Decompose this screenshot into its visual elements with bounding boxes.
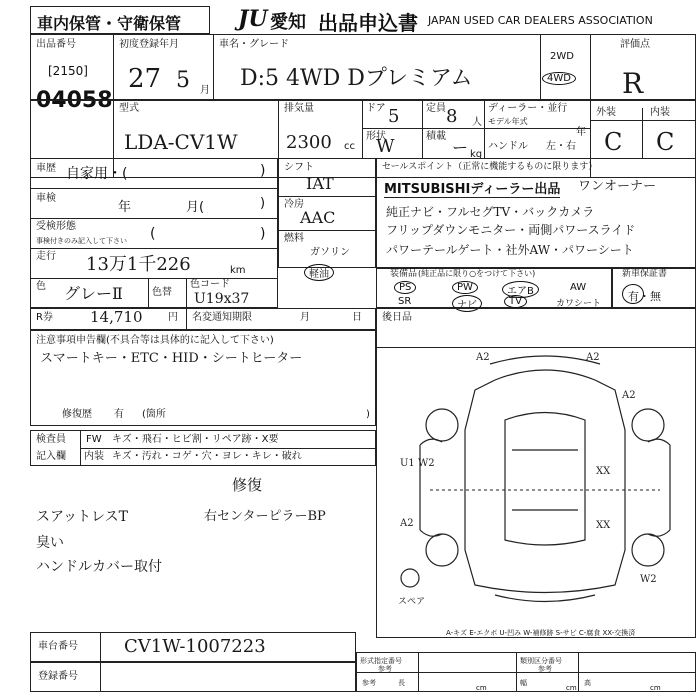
shift-label: シフト [284, 162, 314, 173]
inspection-close: ) [260, 196, 266, 211]
form-value: W [376, 136, 395, 157]
repair-close: ) [366, 409, 370, 420]
spec-ref-2: 参考 [538, 665, 552, 673]
parking-box [30, 6, 210, 34]
damage-mark-right-front: A2 [622, 390, 636, 401]
spec-ref-3: 参考 [362, 679, 376, 687]
chassis-value: CV1W-1007223 [124, 636, 266, 657]
recycle-label: R券 [36, 312, 53, 323]
warranty-options: 有・無 [628, 290, 661, 303]
equip-airbag: エアB [502, 281, 539, 298]
damage-mark-right-rear: W2 [640, 574, 657, 585]
drive-2wd: 2WD [550, 51, 574, 62]
first-reg-month-unit: 月 [200, 85, 210, 96]
first-reg-month: 5 [176, 68, 190, 93]
mileage-label: 走行 [36, 251, 56, 262]
ju-logo: JU [238, 6, 268, 32]
equip-tv: TV [504, 295, 527, 308]
form-title: 出品申込書 [318, 11, 418, 35]
color-code-label: 色コード [190, 279, 230, 290]
lot-bracket: [2150] [48, 64, 88, 78]
inspector-note-pillar: 右センターピラーBP [204, 509, 326, 524]
damage-mark-front-left: A2 [476, 352, 490, 363]
inspector-note-cover: ハンドルカバー取付 [36, 559, 162, 575]
spare-label: スペア [398, 597, 426, 607]
chassis-label: 車台番号 [38, 641, 78, 652]
notes-block [376, 308, 696, 348]
drive-4wd: 4WD [542, 72, 576, 85]
inspector-row2-tag: 内装 [84, 451, 104, 462]
warranty-circle [622, 284, 644, 304]
inspection-month: 月( [186, 200, 205, 215]
equip-pw: PW [452, 281, 478, 294]
model-year-unit: 年 [576, 127, 586, 138]
spec-width-unit: cm [566, 684, 577, 692]
aircon-value: AAC [300, 208, 336, 227]
repair-part: (箇所 [142, 409, 166, 420]
paint-change-label: 色替 [152, 287, 172, 298]
registration-row [30, 662, 356, 692]
handle-options: 左・右 [546, 141, 576, 152]
equipment-note: (純正品に限り○をつけて下さい) [418, 269, 536, 278]
repair-value: 有 [114, 409, 124, 420]
lot-label: 出品番号 [36, 39, 76, 50]
inspector-label2: 記入欄 [36, 451, 66, 462]
type-label: 型式 [119, 103, 139, 114]
spec-model-label: 形式指定番号 [360, 657, 402, 665]
color-code: U19x37 [194, 291, 250, 307]
damage-legend: A-キズ E-エクボ U-凹み W-補修跡 S-サビ C-腐食 XX-交換済 [446, 629, 636, 637]
displacement-unit: cc [344, 141, 355, 152]
equip-leather: カワシート [556, 299, 602, 309]
damage-mark-right-b: XX [596, 520, 611, 531]
score-label: 評価点 [620, 39, 650, 50]
capacity-unit: 人 [472, 117, 482, 128]
first-reg-year: 27 [128, 64, 162, 94]
spec-ref-1: 参考 [378, 665, 392, 673]
inspector-row1: キズ・飛石・ヒビ割・リペア跡・X要 [112, 434, 279, 445]
prev-use-label: 受検形態 [36, 221, 76, 232]
inspector-note-smell: 臭い [36, 535, 64, 551]
color-label: 色 [36, 281, 46, 292]
repair-label: 修復歴 [62, 409, 92, 420]
logo-text: 愛知 [270, 12, 306, 33]
history-label: 車歴 [36, 163, 56, 174]
inspector-label1: 検査員 [36, 434, 66, 445]
handle-label: ハンドル [488, 141, 528, 152]
history-value: 自家用・( [66, 166, 128, 182]
mileage-value: 13万1千226 [86, 254, 191, 275]
interior-label: 内装 [650, 107, 670, 118]
diagram-frame [376, 348, 696, 638]
model-value: D:5 4WD Dプレミアム [240, 66, 473, 91]
inspection-year: 年 [118, 200, 132, 215]
damage-mark-left: U1 W2 [400, 458, 435, 469]
tax-month: 月 [300, 312, 310, 323]
form-label: 形状 [366, 131, 386, 142]
fuel-gasoline: ガソリン [310, 247, 350, 258]
spec-height: 高 [584, 679, 591, 687]
equip-navi: ナビ [452, 295, 482, 312]
lot-number: 04058 [36, 88, 113, 113]
selling-line2: フリップダウンモニター・両側パワースライド [386, 223, 636, 237]
type-value: LDA-CV1W [124, 130, 238, 154]
spec-class-label: 類別区分番号 [520, 657, 562, 665]
exterior-label: 外装 [596, 107, 616, 118]
doors-value: 5 [388, 106, 400, 127]
aircon-label: 冷房 [284, 199, 304, 210]
tax-label: 名変通知期限 [192, 312, 252, 323]
displacement-label: 排気量 [284, 103, 314, 114]
damage-mark-right-a: XX [596, 466, 611, 477]
disclosure-label: 注意事項申告欄(不具合等は具体的に記入して下さい) [36, 335, 274, 346]
inspector-row2: キズ・汚れ・コゲ・穴・ヨレ・キレ・破れ [112, 451, 302, 462]
mileage-unit: km [230, 265, 246, 276]
equip-aw: AW [570, 282, 587, 293]
damage-mark-front-right: A2 [586, 352, 600, 363]
model-label: 車名・グレード [219, 39, 289, 50]
equip-ps: PS [394, 281, 416, 294]
prev-use-open: ( [150, 226, 156, 242]
score-value: R [622, 67, 644, 100]
capacity-value: 8 [446, 106, 458, 127]
spec-length: 長 [398, 679, 405, 687]
fuel-label: 燃料 [284, 233, 304, 244]
inspector-note-tire: スアットレスT [36, 509, 128, 525]
warranty-label: 新車保証書 [622, 269, 668, 279]
displacement-value: 2300 [286, 132, 332, 153]
color-value: グレーⅡ [64, 284, 123, 303]
prev-use-note: 事検付きのみ記入して下さい [36, 237, 127, 245]
selling-points-label: セールスポイント（正常に機能するものに限ります） [382, 162, 598, 172]
inspection-label: 車検 [36, 193, 56, 204]
spec-width: 幅 [520, 679, 527, 687]
doors-label: ドア [366, 103, 386, 114]
model-year-label: モデル年式 [488, 117, 528, 126]
association-name: JAPAN USED CAR DEALERS ASSOCIATION [428, 14, 653, 27]
tax-day: 日 [352, 312, 362, 323]
prev-use-close: ) [260, 226, 266, 242]
dealer-import-label: ディーラー・並行 [488, 103, 568, 114]
equipment-label: 装備品 [390, 269, 418, 279]
recycle-unit: 円 [168, 312, 178, 323]
spec-length-unit: cm [476, 684, 487, 692]
load-unit: kg [470, 149, 483, 160]
capacity-label: 定員 [426, 103, 446, 114]
parking-label: 車内保管・守衛保管 [37, 14, 182, 33]
selling-line3: パワーテールゲート・社外AW・パワーシート [386, 243, 634, 257]
recycle-value: 14,710 [90, 308, 143, 326]
load-label: 積載 [426, 131, 446, 142]
spec-height-unit: cm [650, 684, 661, 692]
disclosure-value: スマートキー・ETC・HID・シートヒーター [40, 351, 303, 366]
one-owner: ワンオーナー [578, 179, 657, 194]
registration-label: 登録番号 [38, 671, 78, 682]
exterior-score: C [604, 128, 623, 156]
notes-label: 後日品 [382, 312, 412, 323]
selling-line1: 純正ナビ・フルセグTV・バックカメラ [386, 205, 595, 219]
inspector-note-repair: 修復 [232, 476, 263, 494]
history-close: ) [260, 163, 266, 179]
equip-sr: SR [398, 296, 412, 307]
dealer-brand: MITSUBISHIディーラー出品 [384, 178, 560, 198]
fuel-diesel: 軽油 [304, 264, 334, 281]
inspector-row1-tag: FW [86, 434, 102, 445]
damage-mark-left-rear: A2 [400, 518, 414, 529]
interior-score: C [656, 128, 675, 156]
load-value: ー [452, 138, 469, 157]
shift-value: IAT [306, 174, 334, 193]
first-reg-label: 初度登録年月 [119, 39, 179, 50]
